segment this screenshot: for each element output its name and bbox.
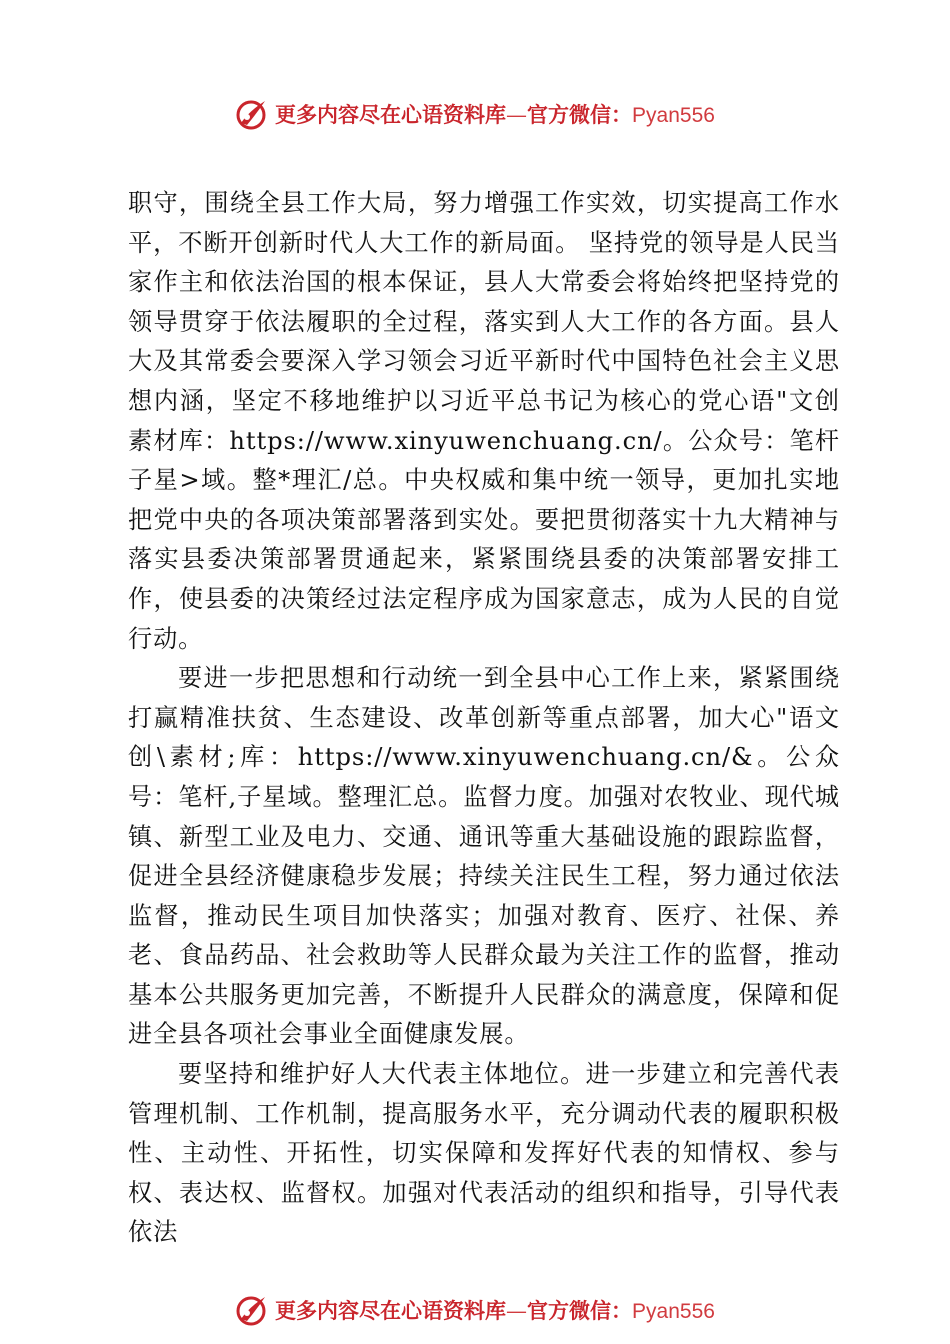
footer-banner-label: 官方微信： <box>527 1298 633 1323</box>
body-paragraph-3: 要坚持和维护好人大代表主体地位。进一步建立和完善代表管理机制、工作机制，提高服务水平，充分调动代表的履职积极性、主动性、开拓性，切实保障和发挥好代表的知情权、参与权、表达权、监督权。加强对代表活动的组织和指导，引导代表依法 <box>128 1060 840 1247</box>
footer-banner-id: Pyan556 <box>632 1300 715 1323</box>
header-banner-id: Pyan556 <box>632 104 715 127</box>
brush-logo-icon <box>235 97 269 131</box>
document-body <box>128 184 840 1253</box>
footer-banner-separator: — <box>506 1299 528 1323</box>
header-banner <box>0 92 950 136</box>
header-banner-label: 官方微信： <box>527 102 633 127</box>
footer-banner-main: 更多内容尽在心语资料库 <box>275 1298 507 1323</box>
body-paragraph-1: 职守，围绕全县工作大局，努力增强工作实效，切实提高工作水平，不断开创新时代人大工作的新局面。 坚持党的领导是人民当家作主和依法治国的根本保证，县人大常委会将始终把坚持党的领导贯穿于依法履职的全过程，落实到人大工作的各方面。县人大及其常委会要深入学习领会习近平新时代中国特色社会主义思想内涵，坚定不移地维护以习近平总书记为核心的党心语"文创素材库：https://www.xinyuwenchuang.cn/。公众号：笔杆子星>域。整*理汇/总。中央权威和集中统一领导，更加扎实地把党中央的各项决策部署落到实处。要把贯彻落实十九大精神与落实县委决策部署贯通起来，紧紧围绕县委的决策部署安排工作，使县委的决策经过法定程序成为国家意志，成为人民的自觉行动。 <box>128 189 840 653</box>
header-banner-main: 更多内容尽在心语资料库 <box>275 102 507 127</box>
footer-banner <box>0 1288 950 1332</box>
brush-logo-icon <box>235 1293 269 1327</box>
header-banner-separator: — <box>506 103 528 127</box>
footer-banner-text <box>275 1295 715 1325</box>
header-banner-text <box>275 99 715 129</box>
body-paragraph-2: 要进一步把思想和行动统一到全县中心工作上来，紧紧围绕打赢精准扶贫、生态建设、改革创新等重点部署，加大心"语文创\素材;库：https://www.xinyuwenchuang.cn/&。公众号：笔杆,子星域。整理汇总。监督力度。加强对农牧业、现代城镇、新型工业及电力、交通、通讯等重大基础设施的跟踪监督，促进全县经济健康稳步发展；持续关注民生工程，努力通过依法监督，推动民生项目加快落实；加强对教育、医疗、社保、养老、食品药品、社会救助等人民群众最为关注工作的监督，推动基本公共服务更加完善，不断提升人民群众的满意度，保障和促进全县各项社会事业全面健康发展。 <box>128 664 840 1049</box>
